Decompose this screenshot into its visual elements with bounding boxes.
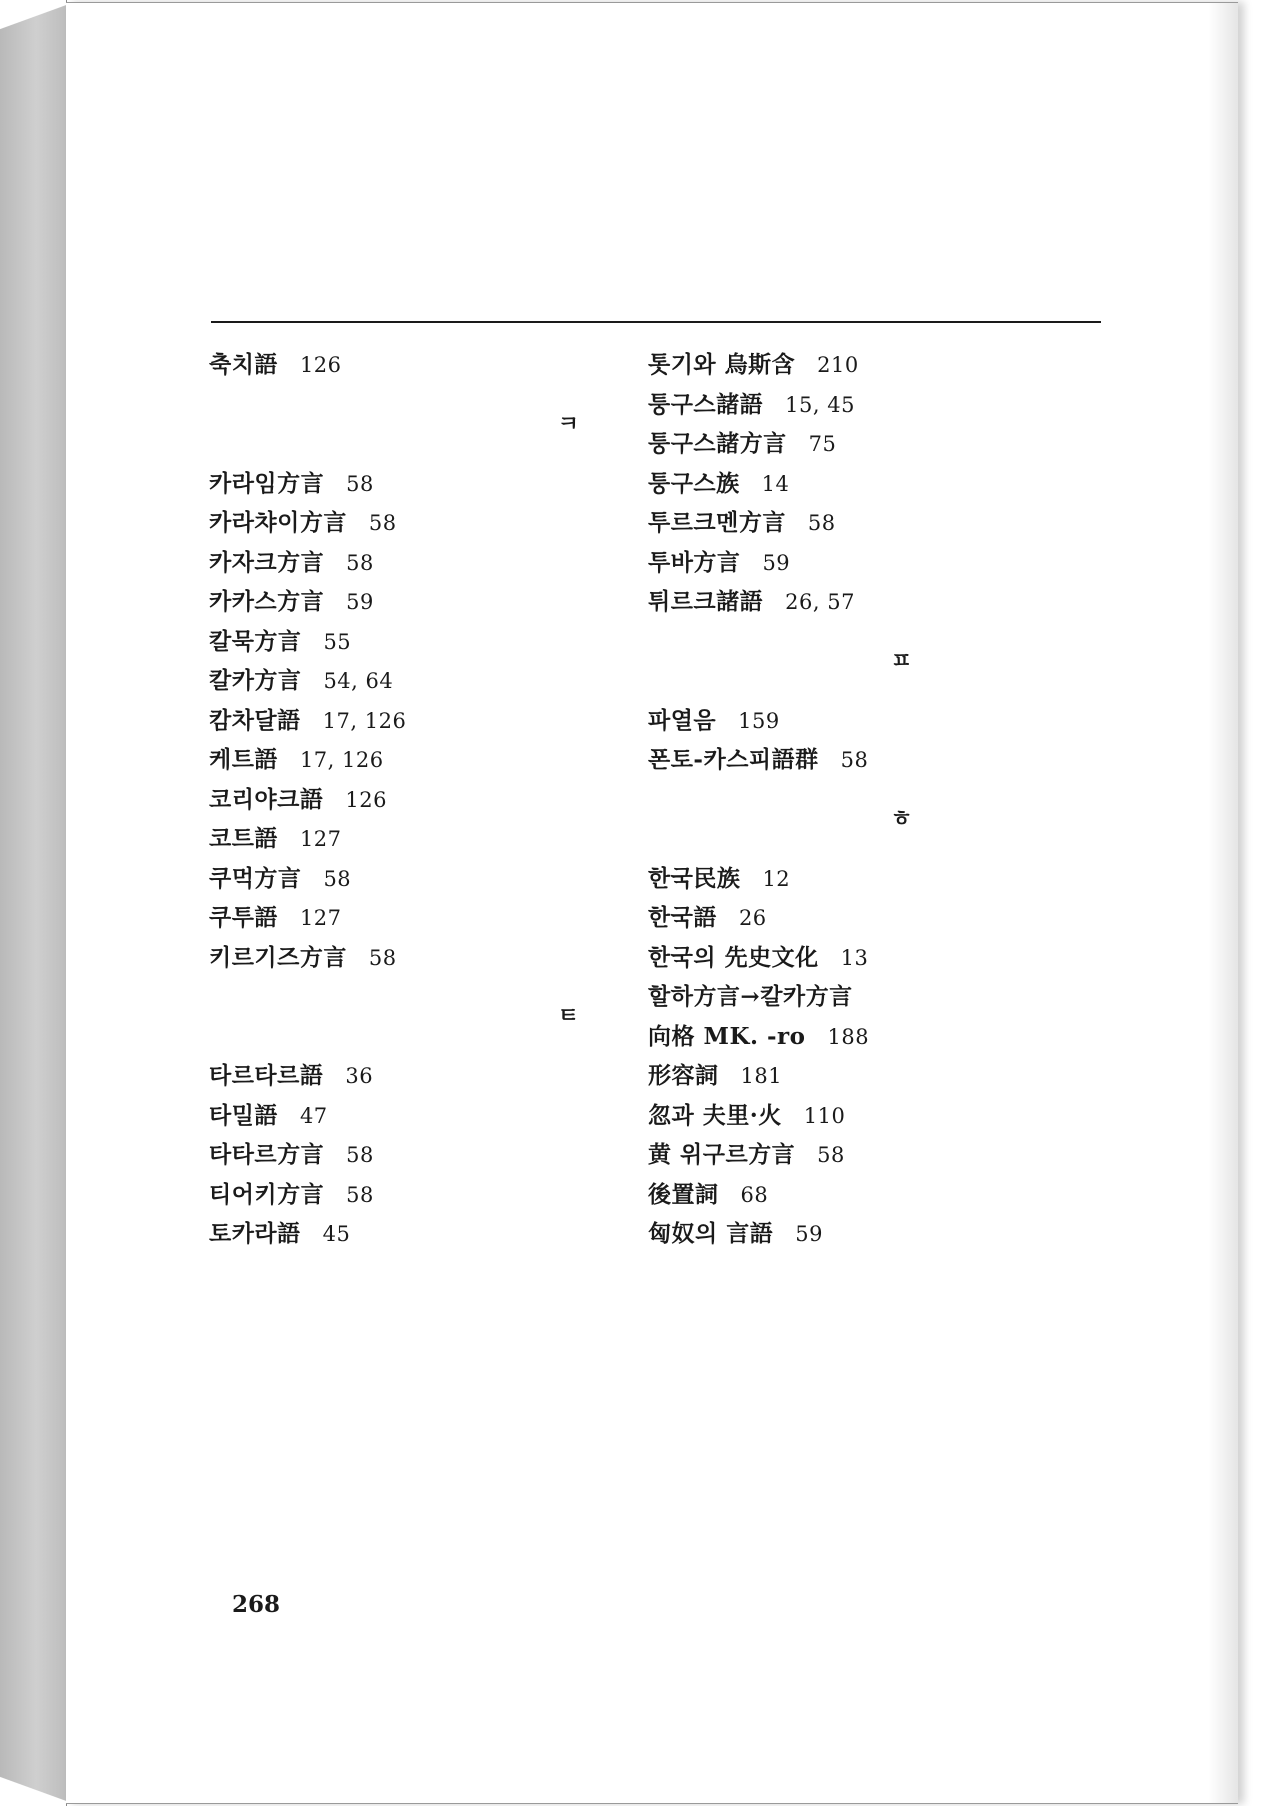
index-term: 코리야크語: [209, 785, 324, 813]
index-term: 한국語: [648, 904, 717, 931]
section-heading: ㅌ: [557, 1003, 579, 1029]
index-pages: 47: [299, 1103, 328, 1128]
index-entry: [648, 345, 1048, 385]
index-entry: [648, 385, 1048, 425]
index-entry: [648, 977, 1048, 1017]
index-entry: [648, 859, 1048, 899]
index-pages: 55: [323, 629, 352, 654]
page-shadow: [1208, 3, 1238, 1803]
index-entry: [209, 464, 609, 504]
index-term: 匈奴의 言語: [648, 1220, 774, 1247]
index-entry: [209, 701, 609, 741]
index-column-right: [648, 345, 1048, 1254]
index-term: 形容詞: [648, 1062, 719, 1089]
index-entry: [209, 543, 609, 583]
index-term: 축치語: [209, 351, 278, 378]
index-entry: [209, 898, 609, 938]
index-pages: 58: [346, 1143, 374, 1167]
index-term: 키르기즈方言: [209, 943, 347, 971]
index-entry: [209, 938, 609, 978]
index-pages: 36: [345, 1064, 374, 1088]
index-term: 쿠먹方言: [209, 864, 302, 892]
index-entry: [648, 1056, 1048, 1096]
index-term: 忽과 夫里·火: [648, 1101, 782, 1129]
index-entry: [648, 1135, 1048, 1175]
index-entry: [648, 464, 1048, 504]
page-number: 268: [232, 1591, 281, 1618]
index-pages: 126: [345, 787, 387, 812]
index-term: 퉁구스諸方言: [648, 430, 787, 457]
index-pages: 15, 45: [785, 392, 855, 417]
index-term: 폰토-카스피語群: [648, 746, 819, 773]
index-pages: 58: [807, 511, 836, 535]
index-term: 퉁구스族: [648, 469, 740, 497]
index-term: 코트語: [209, 825, 278, 852]
index-entry: [648, 1096, 1048, 1136]
index-term: 칼카方言: [209, 667, 302, 694]
index-pages: 126: [299, 353, 342, 377]
index-term: 쿠투語: [209, 904, 278, 931]
index-entry: [648, 898, 1048, 938]
index-entry: [209, 1135, 609, 1175]
index-column-left: [209, 345, 609, 1254]
index-pages: 68: [740, 1182, 769, 1207]
index-pages: 54, 64: [323, 669, 394, 693]
index-pages: 110: [803, 1103, 846, 1128]
index-term: 칼묵方言: [209, 627, 302, 655]
index-term: 後置詞: [648, 1180, 719, 1208]
index-pages: 59: [762, 550, 791, 575]
index-term: 캄차달語: [209, 706, 301, 734]
index-pages: 17, 126: [322, 708, 407, 733]
index-term: 퉁구스諸語: [648, 390, 764, 418]
index-term: 투바方言: [648, 548, 741, 576]
index-pages: 58: [346, 1182, 374, 1207]
index-pages: 59: [795, 1222, 823, 1246]
index-pages: 58: [368, 945, 397, 970]
index-entry: [209, 740, 609, 780]
index-term: 토카라語: [209, 1220, 301, 1247]
index-term: 카자크方言: [209, 548, 325, 576]
index-pages: 13: [840, 945, 869, 970]
index-entry: [209, 345, 609, 385]
index-entry: [648, 543, 1048, 583]
index-entry: [648, 740, 1048, 780]
index-entry: [209, 859, 609, 899]
index-entry: [209, 1175, 609, 1215]
index-pages: 58: [368, 511, 397, 535]
index-pages: 58: [817, 1143, 845, 1167]
index-entry: [209, 1214, 609, 1254]
index-pages: 159: [738, 708, 780, 733]
index-entry: [648, 503, 1048, 543]
index-term: 타타르方言: [209, 1141, 325, 1168]
index-term: 파열음: [648, 706, 717, 734]
index-pages: 127: [299, 906, 342, 930]
index-term: 카라챠이方言: [209, 509, 347, 536]
index-term: 카라임方言: [209, 469, 325, 497]
index-term: 케트語: [209, 746, 278, 773]
index-term: 투르크멘方言: [648, 509, 786, 536]
index-entry: [209, 819, 609, 859]
index-pages: 17, 126: [299, 748, 384, 772]
index-pages: 45: [322, 1222, 351, 1246]
index-term: 튀르크諸語: [648, 588, 764, 615]
index-entry: [209, 1056, 609, 1096]
index-term: 向格 MK. -ro: [648, 1022, 806, 1050]
index-pages: 12: [762, 866, 791, 891]
index-pages: 58: [346, 471, 374, 496]
index-entry: [209, 661, 609, 701]
index-entry: [648, 1017, 1048, 1057]
index-pages: 58: [323, 866, 352, 891]
index-pages: 210: [817, 353, 859, 377]
index-term: 타르타르語: [209, 1062, 324, 1089]
index-pages: 75: [808, 432, 837, 456]
index-page: [66, 2, 1238, 1804]
index-pages: 14: [761, 471, 790, 496]
index-term: 카카스方言: [209, 588, 325, 615]
section-heading: ㅋ: [557, 410, 579, 437]
index-term: 톳기와 烏斯含: [648, 351, 796, 378]
index-term: 할하方言→칼카方言: [648, 983, 853, 1010]
index-pages: 26: [738, 906, 767, 930]
index-term: 한국民族: [648, 864, 741, 892]
index-pages: 59: [346, 590, 374, 614]
index-entry: [209, 622, 609, 662]
index-entry: [648, 701, 1048, 741]
index-entry: [209, 503, 609, 543]
index-pages: 58: [346, 550, 374, 575]
index-entry: [209, 582, 609, 622]
index-entry: [648, 1175, 1048, 1215]
index-pages: 181: [740, 1064, 783, 1088]
index-pages: 188: [827, 1024, 870, 1049]
book-spine-edge: [0, 0, 67, 1806]
index-entry: [209, 1096, 609, 1136]
index-term: 한국의 先史文化: [648, 943, 819, 971]
index-term: 타밀語: [209, 1101, 278, 1129]
index-entry: [648, 1214, 1048, 1254]
index-pages: 26, 57: [785, 590, 855, 614]
index-entry: [648, 424, 1048, 464]
index-pages: 58: [840, 748, 869, 772]
index-term: 黄 위구르方言: [648, 1141, 796, 1168]
index-entry: [648, 582, 1048, 622]
section-heading: ㅍ: [890, 647, 912, 674]
header-rule: [211, 321, 1101, 323]
index-entry: [648, 938, 1048, 978]
index-pages: 127: [299, 827, 342, 851]
index-entry: [209, 780, 609, 820]
section-heading: ㅎ: [890, 805, 912, 832]
index-term: 티어키方言: [209, 1180, 325, 1208]
